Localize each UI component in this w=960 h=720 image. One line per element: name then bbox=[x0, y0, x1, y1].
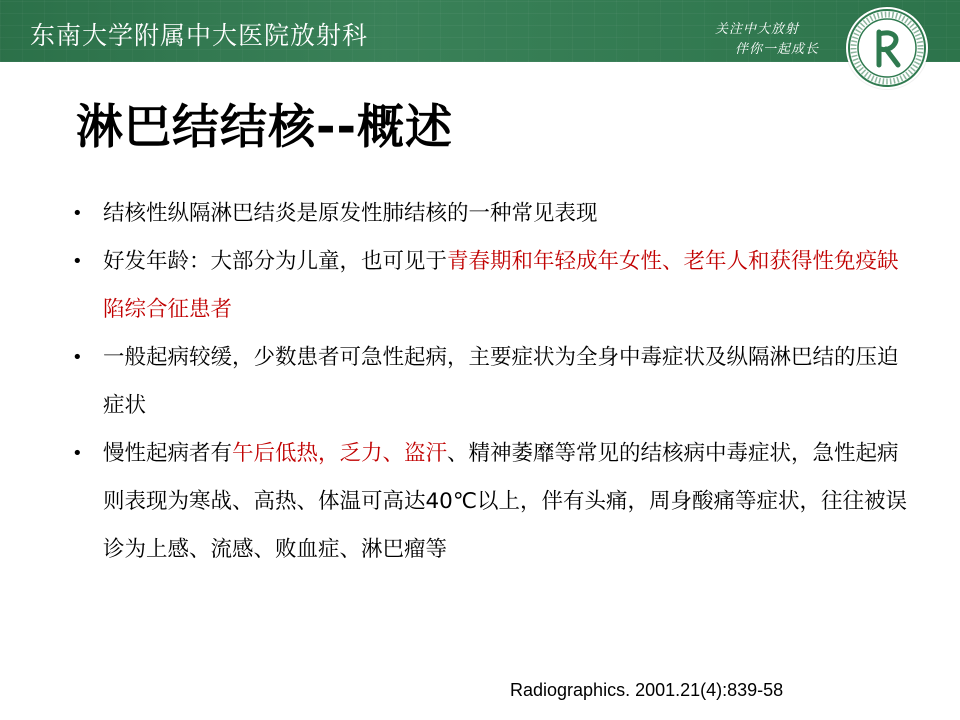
bullet-item bbox=[66, 334, 916, 430]
bullet-icon: • bbox=[72, 203, 83, 224]
citation: Radiographics. 2001.21(4):839-58 bbox=[510, 680, 784, 700]
bullet-item bbox=[66, 190, 916, 238]
bullet-item bbox=[66, 430, 916, 574]
highlighted-text: 青春期和年轻成年女性、老年人和获得性免疫缺陷综合征患者 bbox=[103, 249, 899, 322]
bullet-icon: • bbox=[72, 347, 83, 368]
highlighted-text: 午后低热，乏力、盗汗 bbox=[232, 441, 448, 466]
slide-title: 淋巴结结核--概述 bbox=[76, 100, 454, 155]
bullet-icon: • bbox=[72, 251, 83, 272]
bullet-text: 好发年龄：大部分为儿童，也可见于 bbox=[103, 249, 448, 274]
slogan-line-1: 关注中大放射 bbox=[715, 22, 800, 37]
bullet-icon: • bbox=[72, 443, 83, 464]
department-title: 东南大学附属中大医院放射科 bbox=[30, 21, 369, 50]
hospital-radiology-logo-icon bbox=[846, 7, 928, 89]
bullet-text-continued: 、精神萎靡等常见的结核病中毒症状，急性起病则表现为寒战、高热、体温可高达40℃以上，伴有头痛，周身酸痛等症状，往往被误诊为上感、流感、败血症、淋巴瘤等 bbox=[103, 441, 908, 562]
bullet-item bbox=[66, 238, 916, 334]
header-banner bbox=[0, 0, 960, 62]
bullet-text: 慢性起病者有 bbox=[103, 441, 233, 466]
bullet-text: 一般起病较缓，少数患者可急性起病，主要症状为全身中毒症状及纵隔淋巴结的压迫症状 bbox=[103, 345, 899, 418]
bullet-text: 结核性纵隔淋巴结炎是原发性肺结核的一种常见表现 bbox=[103, 201, 598, 226]
slogan-line-2: 伴你一起成长 bbox=[735, 42, 820, 57]
bullet-list bbox=[66, 190, 916, 574]
